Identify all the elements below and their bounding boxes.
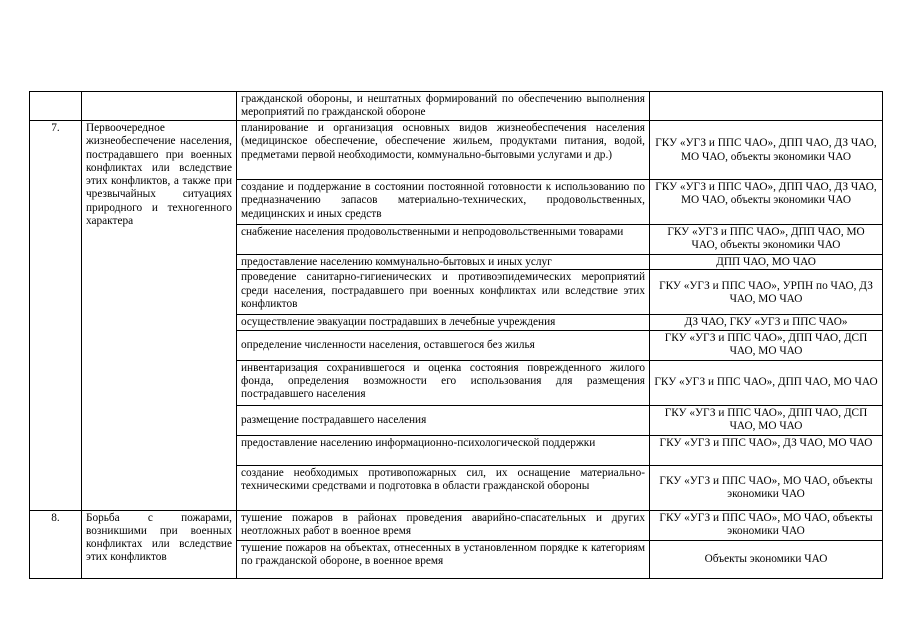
table-row	[30, 121, 883, 180]
activity-cell: осуществление эвакуации пострадавших в лечебные учреждения	[237, 315, 650, 330]
responsible-cell	[650, 92, 883, 121]
responsible-cell: ГКУ «УГЗ и ППС ЧАО», УРПН по ЧАО, ДЗ ЧАО, МО ЧАО	[650, 270, 883, 315]
section-number-cell	[30, 92, 82, 121]
responsible-cell: ДПП ЧАО, МО ЧАО	[650, 255, 883, 270]
activity-cell: предоставление населению коммунально-бытовых и иных услуг	[237, 255, 650, 270]
activity-cell: определение численности населения, оставшегося без жилья	[237, 330, 650, 360]
section-number: 8.	[30, 510, 82, 578]
table-row	[30, 510, 883, 540]
activity-cell: снабжение населения продовольственными и непродовольственными товарами	[237, 225, 650, 255]
responsible-cell: ГКУ «УГЗ и ППС ЧАО», ДПП ЧАО, ДСП ЧАО, МО ЧАО	[650, 405, 883, 435]
activity-cell: гражданской обороны, и нештатных формирований по обеспечению выполнения мероприятий по гражданской обороне	[237, 92, 650, 121]
activity-cell: тушение пожаров в районах проведения аварийно-спасательных и других неотложных работ в военное время	[237, 510, 650, 540]
responsible-cell: ГКУ «УГЗ и ППС ЧАО», МО ЧАО, объекты экономики ЧАО	[650, 465, 883, 510]
section-title-cell	[82, 92, 237, 121]
responsible-cell: ГКУ «УГЗ и ППС ЧАО», ДПП ЧАО, МО ЧАО, объекты экономики ЧАО	[650, 225, 883, 255]
responsible-cell: ДЗ ЧАО, ГКУ «УГЗ и ППС ЧАО»	[650, 315, 883, 330]
responsible-cell: ГКУ «УГЗ и ППС ЧАО», ДЗ ЧАО, МО ЧАО	[650, 435, 883, 465]
measures-table	[29, 91, 883, 579]
section-title: Первоочередное жизнеобеспечение населения, пострадавшего при военных конфликтах или вследствие этих конфликтов, а также при чрезвычайных ситуациях природного и техногенного характера	[82, 121, 237, 511]
responsible-cell: ГКУ «УГЗ и ППС ЧАО», ДПП ЧАО, ДЗ ЧАО, МО ЧАО, объекты экономики ЧАО	[650, 180, 883, 225]
activity-cell: проведение санитарно-гигиенических и противоэпидемических мероприятий среди населения, пострадавшего при военных конфликтах или вследствие этих конфликтов	[237, 270, 650, 315]
responsible-cell: ГКУ «УГЗ и ППС ЧАО», ДПП ЧАО, МО ЧАО	[650, 360, 883, 405]
activity-cell: тушение пожаров на объектах, отнесенных в установленном порядке к категориям по гражданской обороне, в военное время	[237, 540, 650, 578]
activity-cell: создание и поддержание в состоянии постоянной готовности к использованию по предназначению запасов материально-технических, продовольственных, медицинских и иных средств	[237, 180, 650, 225]
activity-cell: предоставление населению информационно-психологической поддержки	[237, 435, 650, 465]
responsible-cell: ГКУ «УГЗ и ППС ЧАО», МО ЧАО, объекты экономики ЧАО	[650, 510, 883, 540]
section-title: Борьба с пожарами, возникшими при военных конфликтах или вследствие этих конфликтов	[82, 510, 237, 578]
activity-cell: планирование и организация основных видов жизнеобеспечения населения (медицинское обеспечение, обеспечение жильем, продуктами питания, водой, предметами первой необходимости, коммунально-бытовыми услугами и др.)	[237, 121, 650, 180]
responsible-cell: Объекты экономики ЧАО	[650, 540, 883, 578]
activity-cell: размещение пострадавшего населения	[237, 405, 650, 435]
activity-cell: создание необходимых противопожарных сил, их оснащение материально-техническими средствами и подготовка в области гражданской обороны	[237, 465, 650, 510]
responsible-cell: ГКУ «УГЗ и ППС ЧАО», ДПП ЧАО, ДЗ ЧАО, МО ЧАО, объекты экономики ЧАО	[650, 121, 883, 180]
section-number: 7.	[30, 121, 82, 511]
activity-cell: инвентаризация сохранившегося и оценка состояния поврежденного жилого фонда, определения возможности его использования для размещения пострадавшего населения	[237, 360, 650, 405]
responsible-cell: ГКУ «УГЗ и ППС ЧАО», ДПП ЧАО, ДСП ЧАО, МО ЧАО	[650, 330, 883, 360]
table-row	[30, 92, 883, 121]
